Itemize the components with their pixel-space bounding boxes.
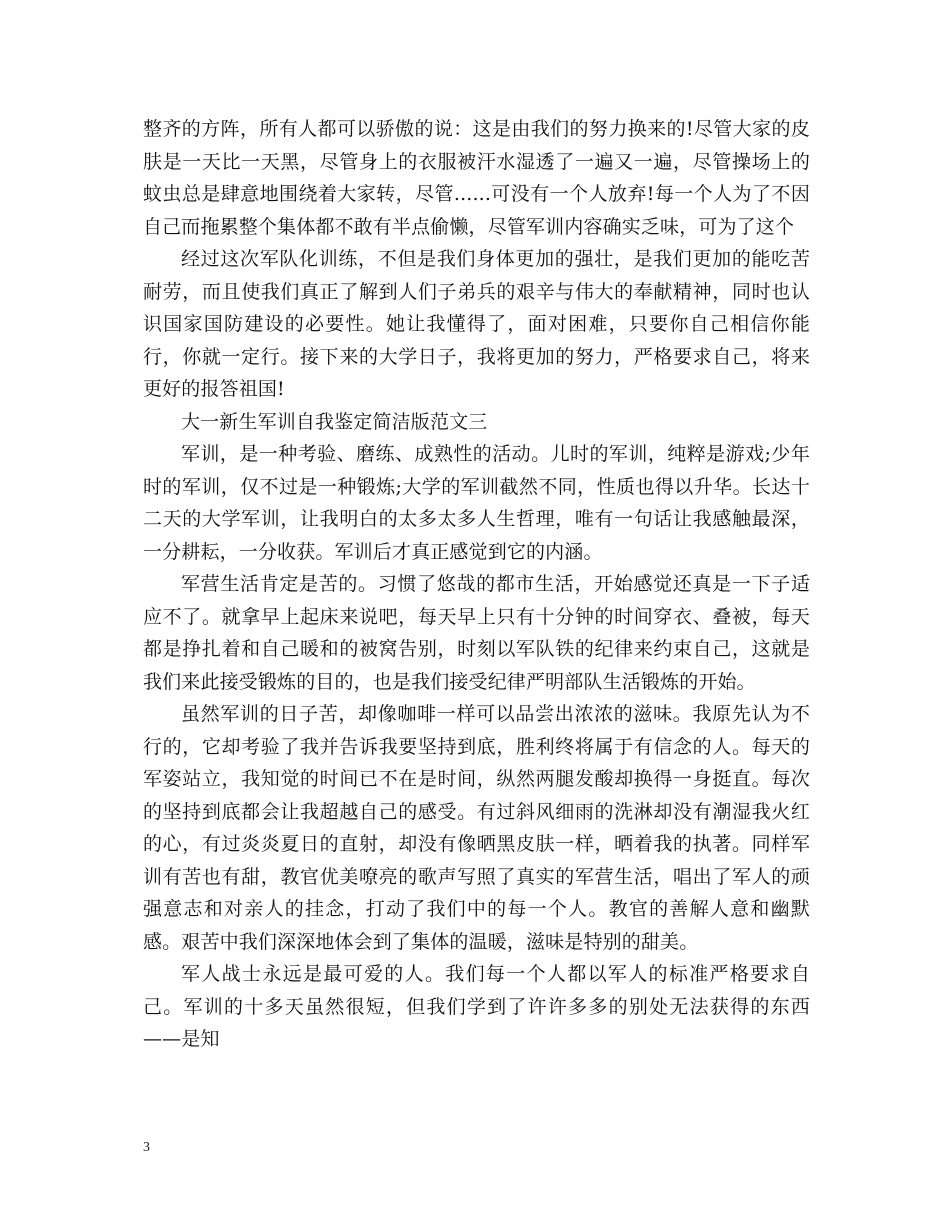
section-heading: 大一新生军训自我鉴定简洁版范文三: [181, 410, 488, 433]
page-number: 3: [143, 1140, 150, 1155]
paragraph-2: 经过这次军队化训练，不但是我们身体更加的强壮，是我们更加的能吃苦耐劳，而且使我们真正了解到人们子弟兵的艰辛与伟大的奉献精神，同时也认识国家国防建设的必要性。她让我懂得了，面对困难，只要你自己相信你能行，你就一定行。接下来的大学日子，我将更加的努力，严格要求自己，将来更好的报答祖国!: [143, 248, 810, 400]
paragraph-1: 整齐的方阵，所有人都可以骄傲的说：这是由我们的努力换来的!尽管大家的皮肤是一天比一天黑，尽管身上的衣服被汗水湿透了一遍又一遍，尽管操场上的蚊虫总是肆意地围绕着大家转，尽管......可没有一个人放弃!每一个人为了不因自己而拖累整个集体都不敢有半点偷懒，尽管军训内容确实乏味，可为了这个: [143, 118, 810, 238]
body-text: [143, 113, 810, 1056]
paragraph-5: 虽然军训的日子苦，却像咖啡一样可以品尝出浓浓的滋味。我原先认为不行的，它却考验了我并告诉我要坚持到底，胜利终将属于有信念的人。每天的军姿站立，我知觉的时间已不在是时间，纵然两腿发酸却换得一身挺直。每次的坚持到底都会让我超越自己的感受。有过斜风细雨的洗淋却没有潮湿我火红的心，有过炎炎夏日的直射，却没有像晒黑皮肤一样，晒着我的执著。同样军训有苦也有甜，教官优美嘹亮的歌声写照了真实的军营生活，唱出了军人的顽强意志和对亲人的挂念，打动了我们中的每一个人。教官的善解人意和幽默感。艰苦中我们深深地体会到了集体的温暖，滋味是特别的甜美。: [143, 703, 810, 953]
paragraph-6: 军人战士永远是最可爱的人。我们每一个人都以军人的标准严格要求自己。军训的十多天虽然很短，但我们学到了许许多多的别处无法获得的东西——是知: [143, 963, 810, 1050]
paragraph-3: 军训，是一种考验、磨练、成熟性的活动。儿时的军训，纯粹是游戏;少年时的军训，仅不过是一种锻炼;大学的军训截然不同，性质也得以升华。长达十二天的大学军训，让我明白的太多太多人生哲理，唯有一句话让我感触最深，一分耕耘，一分收获。军训后才真正感觉到它的内涵。: [143, 443, 810, 563]
paragraph-4: 军营生活肯定是苦的。习惯了悠哉的都市生活，开始感觉还真是一下子适应不了。就拿早上起床来说吧，每天早上只有十分钟的时间穿衣、叠被，每天都是挣扎着和自己暖和的被窝告别，时刻以军队铁的纪律来约束自己，这就是我们来此接受锻炼的目的，也是我们接受纪律严明部队生活锻炼的开始。: [143, 573, 810, 693]
